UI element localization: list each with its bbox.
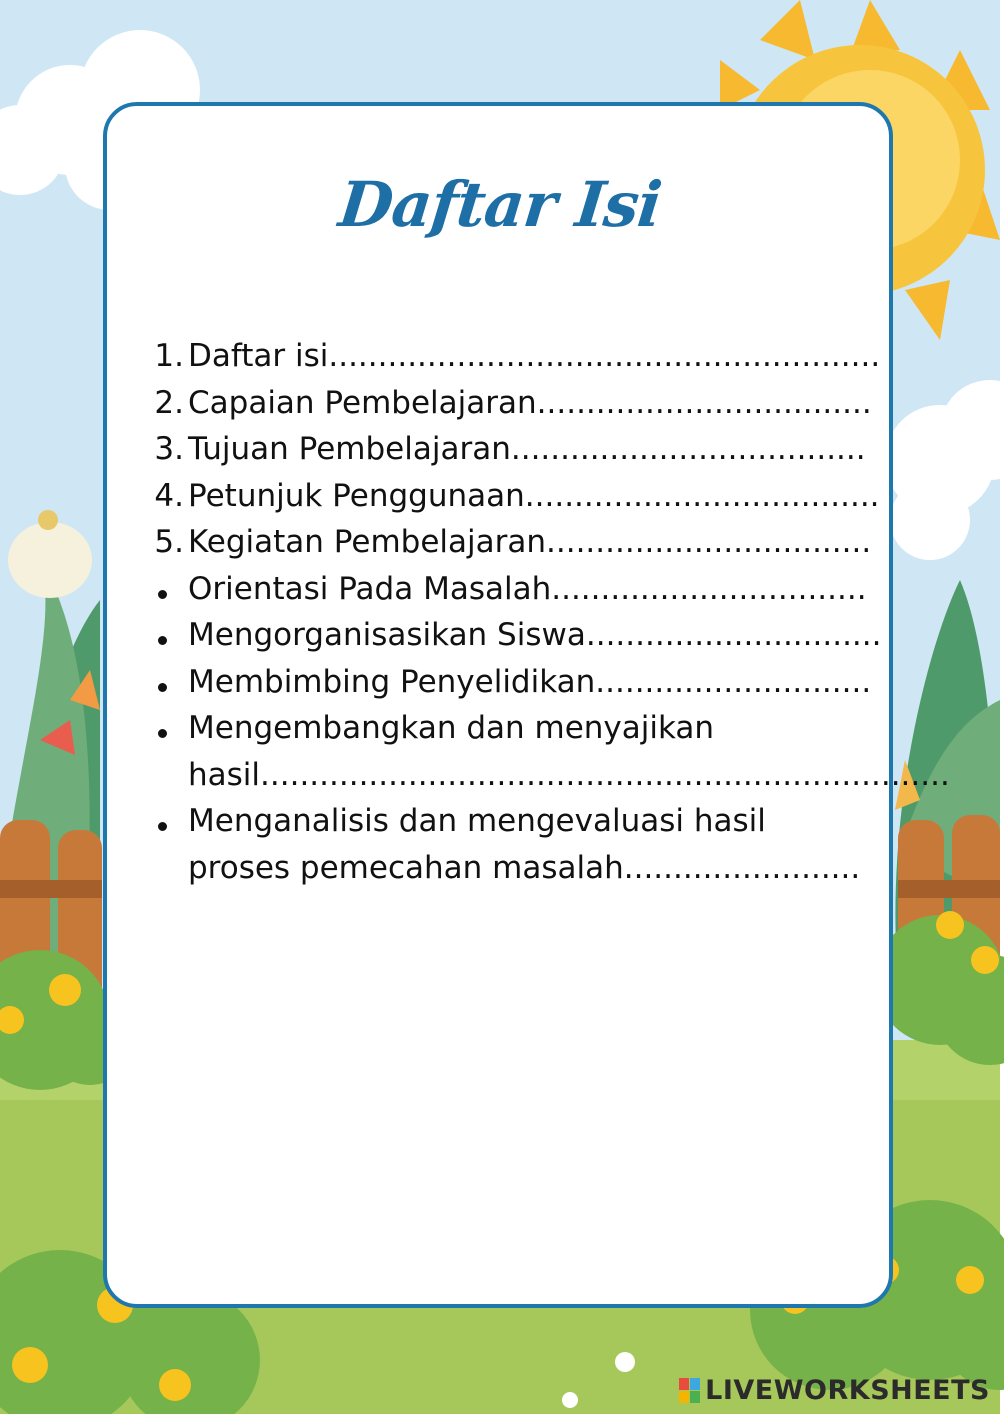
toc-leader-dots: ........................ [623, 849, 861, 886]
toc-label: Petunjuk Penggunaan [188, 477, 525, 514]
toc-subitem [150, 705, 950, 798]
toc-entry [188, 380, 872, 427]
liveworksheets-logo [679, 1375, 990, 1406]
toc-entry [188, 612, 881, 659]
toc-item [150, 426, 866, 473]
toc-leader-dots: ........................................................ [328, 338, 881, 374]
toc-item [150, 519, 872, 566]
toc-label-line2: hasil [188, 756, 261, 793]
toc-number: 5. [154, 524, 184, 560]
bullet-icon [150, 705, 188, 752]
toc-subitem [150, 566, 867, 613]
table-of-contents [150, 333, 950, 891]
toc-entry [188, 705, 950, 798]
toc-label: Capaian Pembelajaran [188, 384, 537, 421]
bullet-icon [150, 798, 188, 845]
toc-entry [188, 659, 871, 706]
toc-entry [188, 566, 867, 613]
bullet-icon [150, 566, 188, 613]
bullet-icon [150, 659, 188, 706]
toc-label: Membimbing Penyelidikan [188, 663, 596, 700]
toc-number: 2. [154, 384, 184, 421]
toc-label-line2: proses pemecahan masalah [188, 849, 624, 886]
toc-leader-dots: .............................. [585, 617, 882, 653]
toc-leader-dots: ...................................................................... [260, 756, 950, 793]
bullet-icon [150, 612, 188, 659]
toc-number: 3. [154, 431, 184, 467]
toc-subitem [150, 612, 882, 659]
toc-label-line1: Mengembangkan dan menyajikan [188, 710, 715, 746]
page-title: Daftar Isi [335, 168, 665, 241]
toc-entry [188, 333, 880, 380]
toc-entry [188, 519, 871, 566]
toc-subitem [150, 659, 872, 706]
toc-entry [188, 426, 866, 473]
toc-item [150, 473, 880, 520]
toc-label: Tujuan Pembelajaran [188, 431, 511, 467]
toc-leader-dots: ................................. [546, 524, 872, 560]
toc-leader-dots: ................................ [551, 570, 867, 607]
toc-label: Kegiatan Pembelajaran [188, 524, 547, 560]
toc-subitem [150, 798, 861, 891]
toc-number: 4. [154, 477, 184, 514]
toc-number: 1. [154, 338, 184, 374]
toc-leader-dots: ............................ [595, 663, 872, 700]
toc-item [150, 333, 881, 380]
toc-item [150, 380, 872, 427]
toc-label-line1: Menganalisis dan mengevaluasi hasil [188, 803, 766, 839]
toc-entry [188, 473, 880, 520]
toc-label: Mengorganisasikan Siswa [188, 617, 586, 653]
toc-leader-dots: .................................... [524, 477, 880, 514]
toc-entry [188, 798, 860, 891]
brand-name: LIVEWORKSHEETS [705, 1375, 990, 1406]
toc-leader-dots: .................................... [510, 431, 866, 467]
toc-leader-dots: .................................. [536, 384, 872, 421]
toc-label: Orientasi Pada Masalah [188, 570, 552, 607]
liveworksheets-icon [679, 1378, 701, 1404]
toc-label: Daftar isi [188, 338, 329, 374]
